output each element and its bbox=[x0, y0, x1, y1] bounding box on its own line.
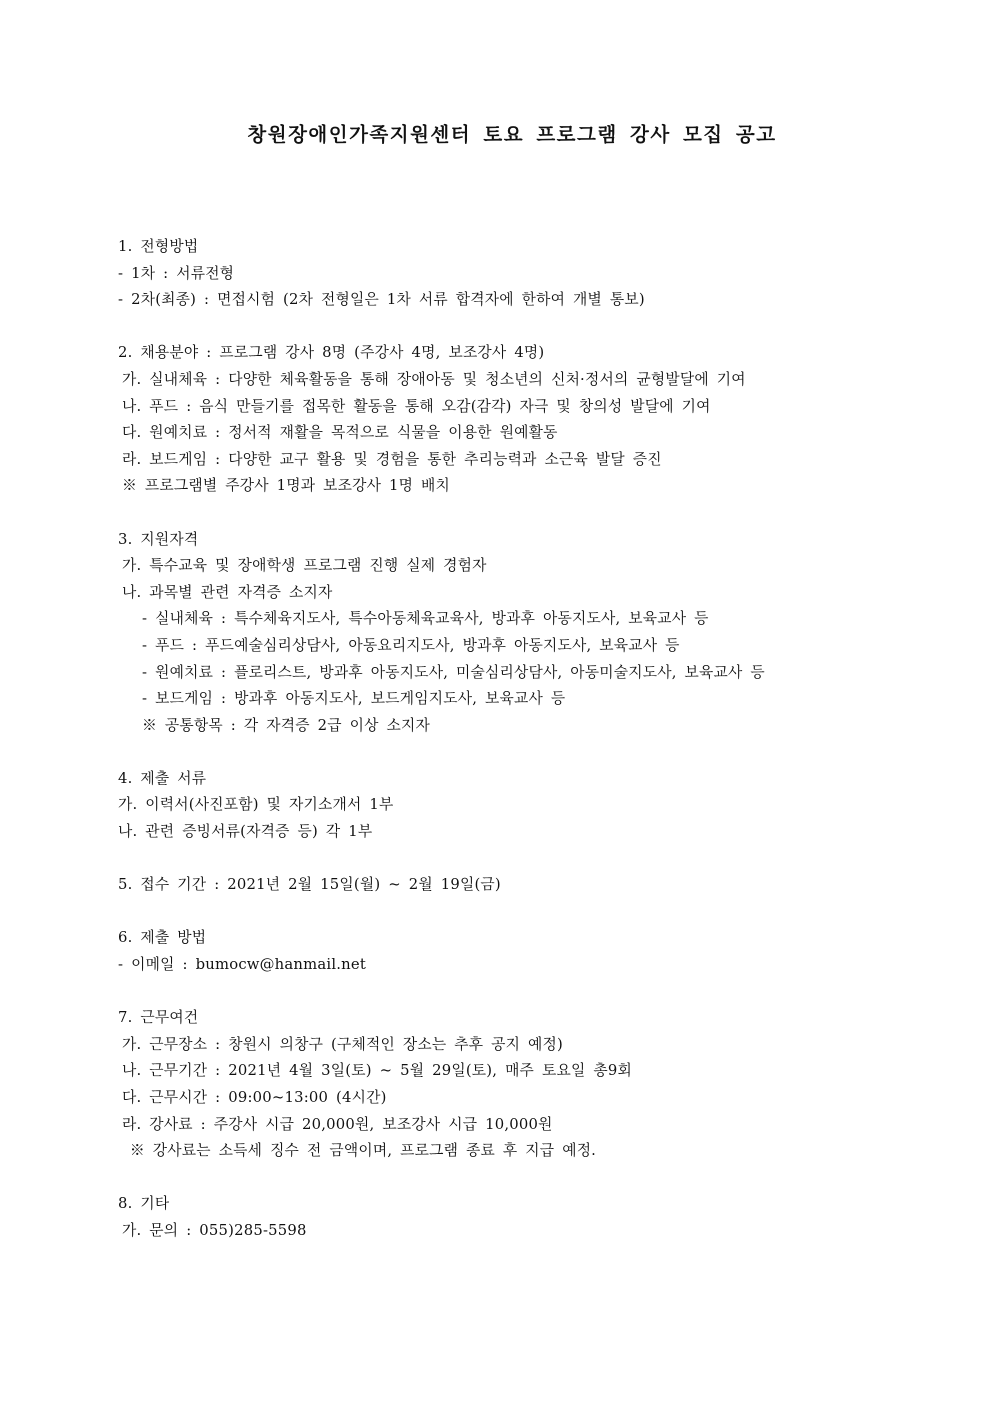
section-line: 가. 특수교육 및 장애학생 프로그램 진행 실제 경험자 bbox=[122, 557, 487, 575]
section-line: 다. 원예치료 : 정서적 재활을 목적으로 식물을 이용한 원예활동 bbox=[122, 424, 558, 442]
section-line: 나. 관련 증빙서류(자격증 등) 각 1부 bbox=[118, 823, 373, 841]
section-line: ※ 공통항목 : 각 자격증 2급 이상 소지자 bbox=[142, 716, 431, 734]
section-spacer bbox=[118, 846, 978, 873]
section-heading: 3. 지원자격 bbox=[118, 530, 199, 548]
section-5 bbox=[118, 872, 978, 899]
section-line: 나. 과목별 관련 자격증 소지자 bbox=[122, 583, 333, 601]
section-line: - 보드게임 : 방과후 아동지도사, 보드게임지도사, 보육교사 등 bbox=[142, 690, 566, 708]
section-line: 가. 문의 : 055)285-5598 bbox=[122, 1221, 307, 1239]
section-line: - 1차 : 서류전형 bbox=[118, 264, 235, 282]
section-line: 라. 강사료 : 주강사 시급 20,000원, 보조강사 시급 10,000원 bbox=[122, 1115, 553, 1133]
section-2 bbox=[118, 340, 978, 500]
section-spacer bbox=[118, 979, 978, 1006]
section-8 bbox=[118, 1191, 978, 1244]
section-line: - 2차(최종) : 면접시험 (2차 전형일은 1차 서류 합격자에 한하여 개별 통보) bbox=[118, 291, 645, 309]
section-line: - 실내체육 : 특수체육지도사, 특수아동체육교육사, 방과후 아동지도사, 보육교사 등 bbox=[142, 610, 709, 628]
section-line: 가. 근무장소 : 창원시 의창구 (구체적인 장소는 추후 공지 예정) bbox=[122, 1035, 564, 1053]
section-line: 가. 이력서(사진포함) 및 자기소개서 1부 bbox=[118, 796, 394, 814]
section-3 bbox=[118, 527, 978, 740]
section-heading: 8. 기타 bbox=[118, 1195, 170, 1213]
section-7 bbox=[118, 1005, 978, 1165]
section-line: - 이메일 : bumocw@hanmail.net bbox=[118, 956, 367, 974]
section-line: ※ 강사료는 소득세 징수 전 금액이며, 프로그램 종료 후 지급 예정. bbox=[122, 1142, 597, 1160]
section-spacer bbox=[118, 899, 978, 926]
section-1 bbox=[118, 234, 978, 314]
section-heading: 1. 전형방법 bbox=[118, 238, 199, 255]
section-6 bbox=[118, 925, 978, 978]
section-heading: 5. 접수 기간 : 2021년 2월 15일(월) ~ 2월 19일(금) bbox=[118, 876, 501, 894]
section-spacer bbox=[118, 314, 978, 341]
section-heading: 4. 제출 서류 bbox=[118, 769, 207, 787]
section-line: 가. 실내체육 : 다양한 체육활동을 통해 장애아동 및 청소년의 신처·정서의 균형발달에 기여 bbox=[122, 370, 746, 388]
section-line: 다. 근무시간 : 09:00~13:00 (4시간) bbox=[122, 1089, 387, 1106]
section-line: 라. 보드게임 : 다양한 교구 활용 및 경험을 통한 추리능력과 소근육 발달 증진 bbox=[122, 450, 662, 468]
section-line: ※ 프로그램별 주강사 1명과 보조강사 1명 배치 bbox=[122, 477, 451, 495]
section-line: - 원예치료 : 플로리스트, 방과후 아동지도사, 미술심리상담사, 아동미술지도사, 보육교사 등 bbox=[142, 663, 765, 681]
section-spacer bbox=[118, 500, 978, 527]
section-heading: 7. 근무여건 bbox=[118, 1009, 199, 1027]
section-line: - 푸드 : 푸드예술심리상담사, 아동요리지도사, 방과후 아동지도사, 보육교사 등 bbox=[142, 636, 680, 654]
section-spacer bbox=[118, 1165, 978, 1192]
document-body bbox=[118, 234, 978, 1245]
section-line: 나. 근무기간 : 2021년 4월 3일(토) ~ 5월 29일(토), 매주 토요일 총9회 bbox=[122, 1062, 632, 1080]
document-title: 창원장애인가족지원센터 토요 프로그램 강사 모집 공고 bbox=[247, 123, 777, 146]
section-4 bbox=[118, 766, 978, 846]
section-line: 나. 푸드 : 음식 만들기를 접목한 활동을 통해 오감(감각) 자극 및 창의성 발달에 기여 bbox=[122, 397, 711, 415]
section-heading: 2. 채용분야 : 프로그램 강사 8명 (주강사 4명, 보조강사 4명) bbox=[118, 344, 545, 362]
section-heading: 6. 제출 방법 bbox=[118, 929, 207, 947]
section-spacer bbox=[118, 739, 978, 766]
